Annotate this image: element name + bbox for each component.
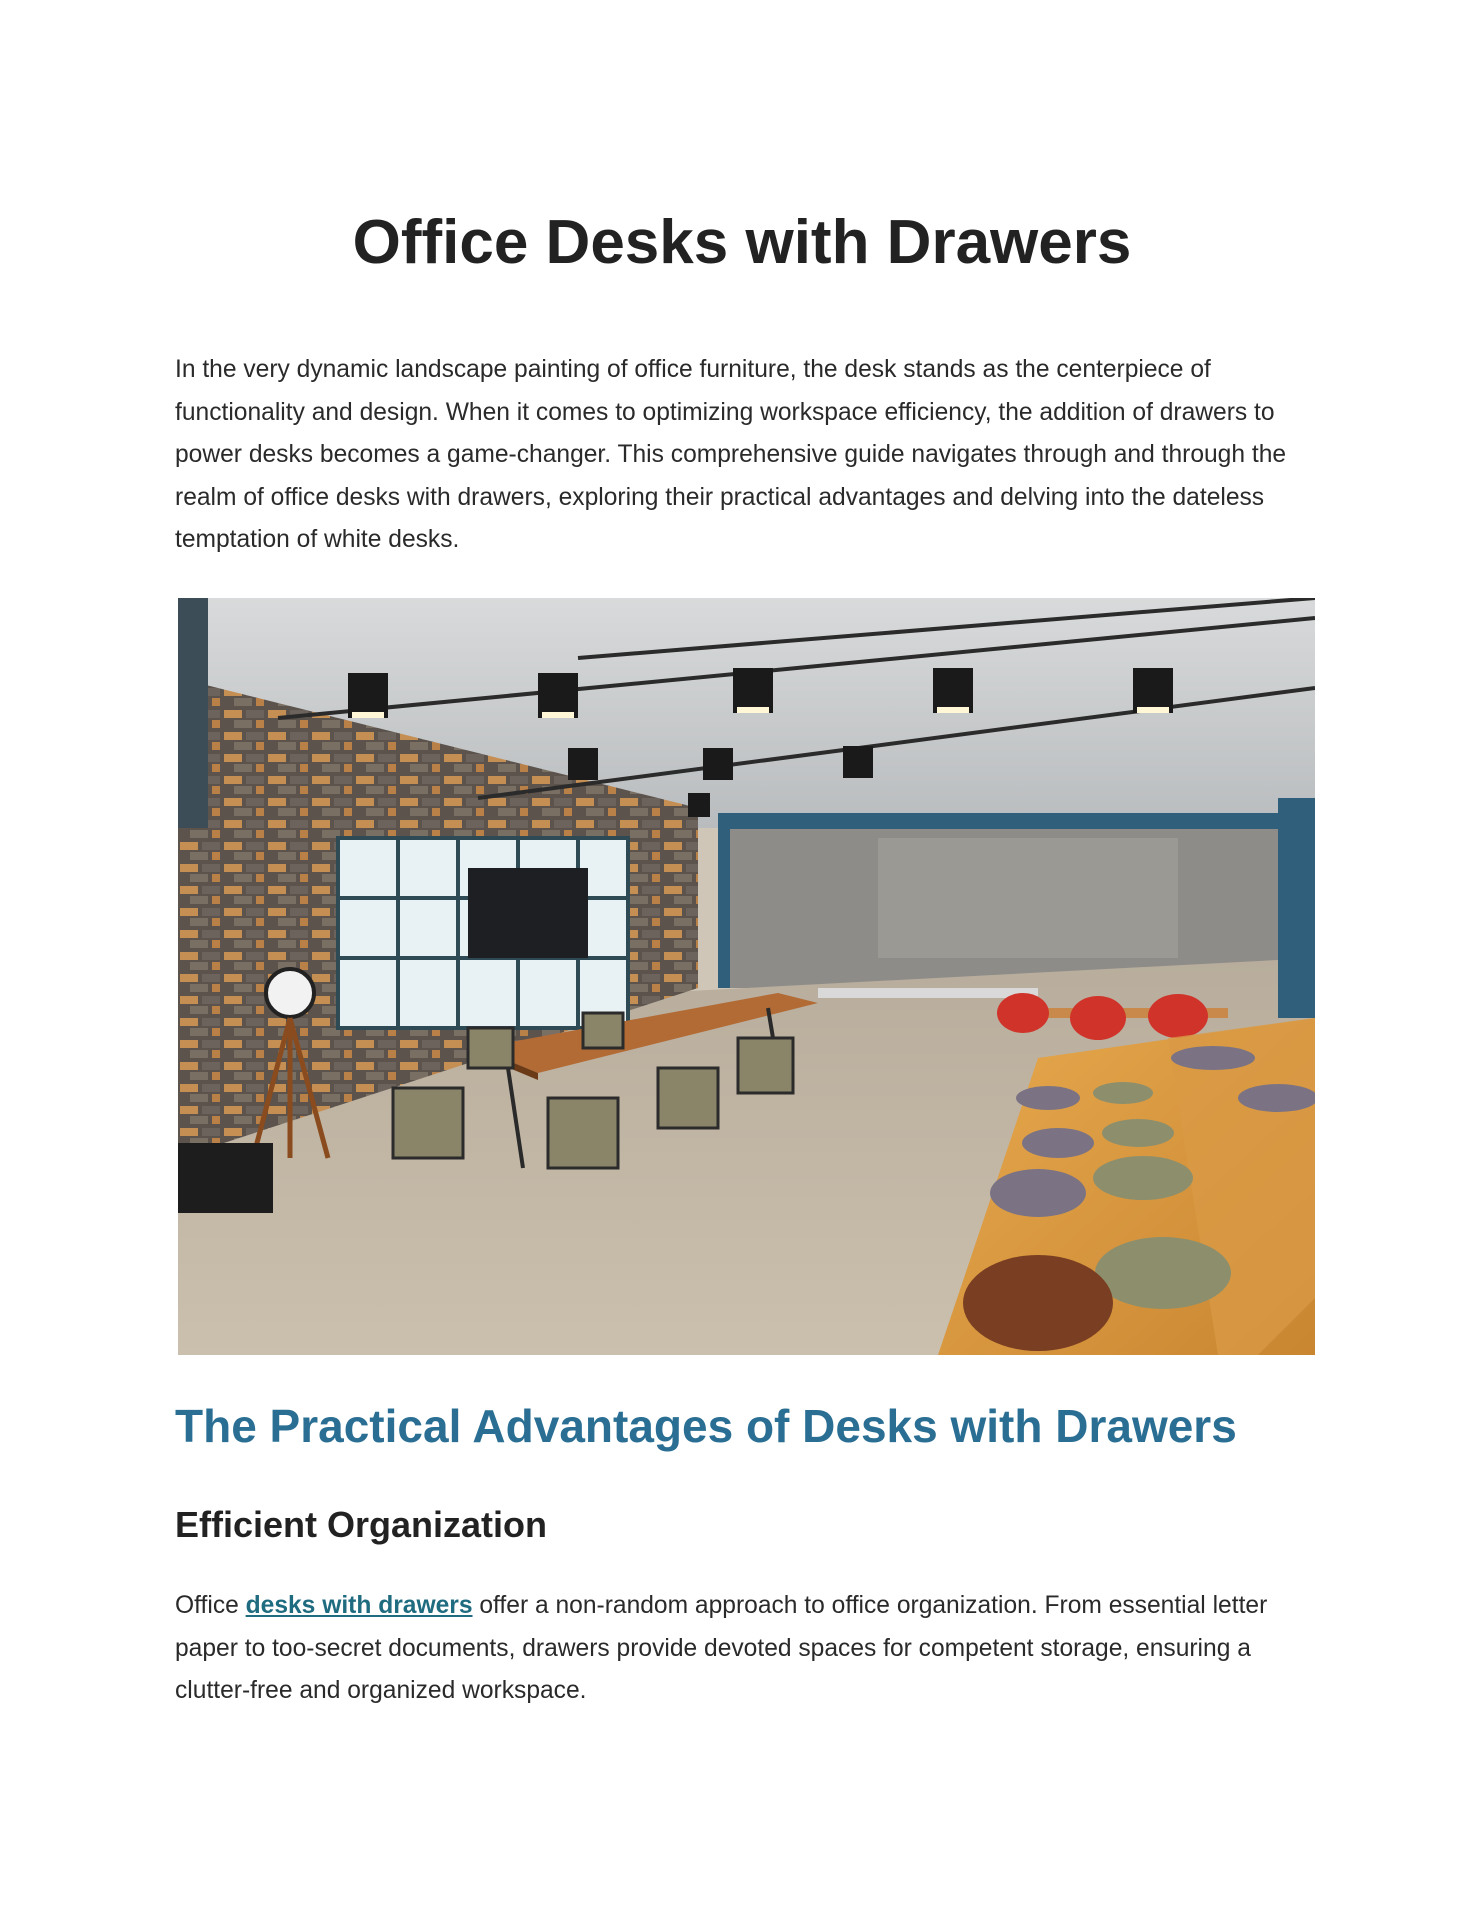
section-heading: The Practical Advantages of Desks with Drawers bbox=[175, 1400, 1237, 1452]
paragraph-text-after-link: offer a non-random approach to office organization. From essential letter paper to too-secret documents, drawers provide devoted spaces for competent storage, ensuring a clutter-free and organized workspace. bbox=[175, 1592, 1268, 1704]
intro-paragraph: In the very dynamic landscape painting of office furniture, the desk stands as the centerpiece of functionality and design. When it comes to optimizing workspace efficiency, the addition of drawers to power desks becomes a game-changer. This comprehensive guide navigates through and through the realm of office desks with drawers, exploring their practical advantages and delving into the dateless temptation of white desks. bbox=[175, 356, 1287, 553]
organization-paragraph bbox=[175, 1585, 1320, 1713]
desks-with-drawers-link[interactable]: desks with drawers bbox=[245, 1592, 473, 1619]
subsection-heading: Efficient Organization bbox=[175, 1504, 548, 1545]
paragraph-text-before-link: Office bbox=[175, 1592, 246, 1619]
page-title: Office Desks with Drawers bbox=[352, 208, 1132, 277]
hero-image bbox=[178, 598, 1315, 1355]
